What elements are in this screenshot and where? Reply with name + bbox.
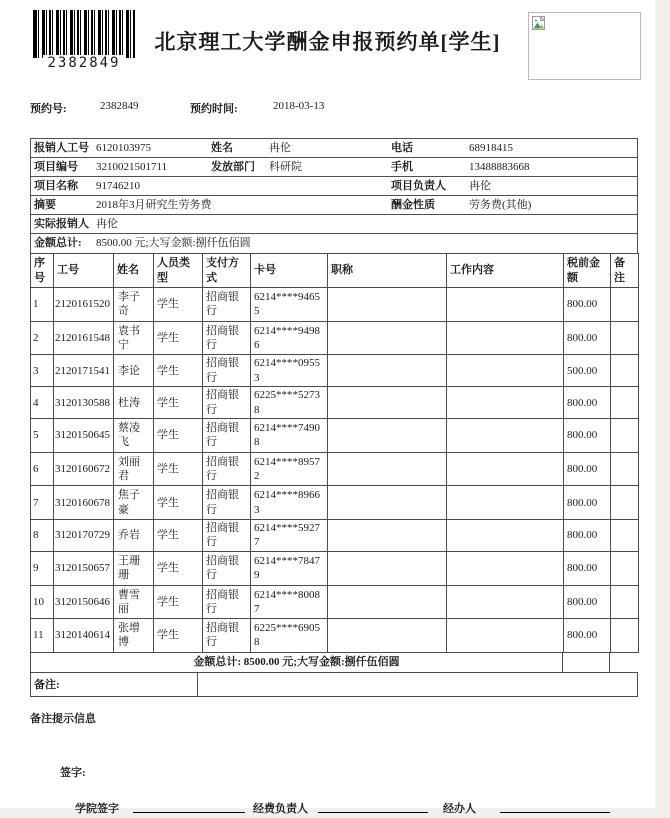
document-header — [0, 0, 655, 92]
info-row-payee — [31, 139, 637, 158]
table-row — [31, 288, 639, 322]
table-row — [31, 387, 639, 419]
cell-title — [328, 486, 447, 520]
cell-id: 3120150646 — [54, 585, 114, 619]
field-label: 金额总计: — [34, 237, 82, 249]
field-value: 2018年3月研究生劳务费 — [96, 199, 212, 211]
field-label: 姓名 — [211, 142, 233, 154]
table-row — [31, 585, 639, 619]
cell-remark — [611, 321, 639, 355]
field-label: 实际报销人 — [34, 218, 89, 230]
table-header-row — [31, 254, 639, 288]
cell-seq: 3 — [31, 355, 54, 387]
signature-line-handler — [500, 800, 610, 813]
cell-title — [328, 452, 447, 486]
table-row — [31, 519, 639, 551]
field-value: 6120103975 — [96, 142, 151, 154]
cell-paymode: 招商银行 — [203, 288, 251, 322]
cell-type: 学生 — [154, 355, 203, 387]
cell-name: 王珊珊 — [114, 551, 154, 585]
cell-work — [447, 288, 564, 322]
right-gutter — [655, 0, 670, 808]
column-header-paymode: 支付方式 — [203, 254, 251, 288]
column-header-remark: 备注 — [611, 254, 639, 288]
cell-seq: 4 — [31, 387, 54, 419]
field-label: 发放部门 — [211, 161, 255, 173]
cell-seq: 9 — [31, 551, 54, 585]
info-row-project-no — [31, 158, 637, 177]
cell-name: 袁书宁 — [114, 321, 154, 355]
column-header-seq: 序号 — [31, 254, 54, 288]
cell-paymode: 招商银行 — [203, 452, 251, 486]
cell-id: 2120161520 — [54, 288, 114, 322]
column-header-card: 卡号 — [251, 254, 328, 288]
column-header-name: 姓名 — [114, 254, 154, 288]
cell-paymode: 招商银行 — [203, 585, 251, 619]
cell-remark — [611, 486, 639, 520]
column-header-type: 人员类型 — [154, 254, 203, 288]
field-label: 项目负责人 — [391, 180, 446, 192]
cell-amount: 800.00 — [564, 387, 611, 419]
table-totals-row — [30, 652, 655, 673]
cell-paymode: 招商银行 — [203, 519, 251, 551]
cell-title — [328, 387, 447, 419]
cell-title — [328, 551, 447, 585]
cell-seq: 1 — [31, 288, 54, 322]
signature-line-funds-owner — [318, 800, 428, 813]
reservation-line — [0, 100, 655, 116]
cell-remark — [611, 551, 639, 585]
cell-type: 学生 — [154, 486, 203, 520]
remark-label: 备注: — [31, 673, 198, 696]
cell-card: 6214****94986 — [251, 321, 328, 355]
cell-card: 6225****52738 — [251, 387, 328, 419]
cell-card: 6214****94655 — [251, 288, 328, 322]
cell-card: 6214****80087 — [251, 585, 328, 619]
cell-amount: 800.00 — [564, 519, 611, 551]
cell-type: 学生 — [154, 585, 203, 619]
cell-work — [447, 355, 564, 387]
cell-title — [328, 288, 447, 322]
signer-funds-owner-label: 经费负责人 — [253, 802, 308, 815]
signer-handler-label: 经办人 — [443, 802, 476, 815]
cell-id: 3120150645 — [54, 419, 114, 453]
field-value: 8500.00 元;大写金额:捌仟伍佰圆 — [96, 237, 251, 249]
cell-id: 3120170729 — [54, 519, 114, 551]
cell-card: 6214****89572 — [251, 452, 328, 486]
cell-paymode: 招商银行 — [203, 619, 251, 653]
cell-remark — [611, 519, 639, 551]
reservation-time-label: 预约时间: — [190, 103, 238, 115]
cell-name: 刘丽君 — [114, 452, 154, 486]
cell-id: 3120160678 — [54, 486, 114, 520]
cell-type: 学生 — [154, 519, 203, 551]
cell-work — [447, 486, 564, 520]
column-header-id: 工号 — [54, 254, 114, 288]
table-row — [31, 419, 639, 453]
cell-id: 2120161548 — [54, 321, 114, 355]
cell-seq: 8 — [31, 519, 54, 551]
cell-name: 李子奇 — [114, 288, 154, 322]
totals-empty-cell — [563, 652, 610, 673]
column-header-work: 工作内容 — [447, 254, 564, 288]
barcode-bars-icon — [33, 10, 135, 58]
cell-amount: 800.00 — [564, 452, 611, 486]
page-title: 北京理工大学酬金申报预约单[学生] — [154, 30, 501, 54]
barcode — [33, 10, 135, 71]
field-value: 91746210 — [96, 180, 140, 192]
cell-work — [447, 321, 564, 355]
cell-card: 6214****74908 — [251, 419, 328, 453]
remark-hint-text: 备注提示信息 — [30, 712, 96, 725]
field-value: 68918415 — [469, 142, 513, 154]
table-row — [31, 619, 639, 653]
field-label: 项目名称 — [34, 180, 78, 192]
cell-id: 3120160672 — [54, 452, 114, 486]
info-row-abstract — [31, 196, 637, 215]
broken-image-icon — [531, 15, 548, 32]
table-remark-row — [30, 672, 638, 697]
info-row-total-amount — [31, 234, 637, 253]
cell-id: 3120150657 — [54, 551, 114, 585]
cell-type: 学生 — [154, 387, 203, 419]
cell-amount: 800.00 — [564, 551, 611, 585]
cell-remark — [611, 288, 639, 322]
cell-paymode: 招商银行 — [203, 321, 251, 355]
cell-title — [328, 321, 447, 355]
cell-remark — [611, 355, 639, 387]
field-value: 13488883668 — [469, 161, 530, 173]
cell-seq: 11 — [31, 619, 54, 653]
cell-work — [447, 452, 564, 486]
cell-seq: 6 — [31, 452, 54, 486]
cell-type: 学生 — [154, 419, 203, 453]
field-label: 报销人工号 — [34, 142, 89, 154]
cell-amount: 800.00 — [564, 585, 611, 619]
table-row — [31, 551, 639, 585]
cell-name: 李论 — [114, 355, 154, 387]
field-value: 3210021501711 — [96, 161, 168, 173]
cell-seq: 10 — [31, 585, 54, 619]
cell-card: 6214****78479 — [251, 551, 328, 585]
cell-remark — [611, 387, 639, 419]
cell-amount: 800.00 — [564, 288, 611, 322]
field-value: 冉伦 — [469, 180, 491, 192]
cell-seq: 2 — [31, 321, 54, 355]
cell-work — [447, 387, 564, 419]
cell-work — [447, 519, 564, 551]
field-value: 冉伦 — [96, 218, 118, 230]
signature-row — [0, 800, 655, 818]
table-body — [31, 288, 639, 653]
cell-name: 张增博 — [114, 619, 154, 653]
cell-paymode: 招商银行 — [203, 486, 251, 520]
table-row — [31, 486, 639, 520]
table-row — [31, 321, 639, 355]
table-row — [31, 452, 639, 486]
reservation-time-value: 2018-03-13 — [273, 100, 325, 112]
field-label: 手机 — [391, 161, 413, 173]
cell-paymode: 招商银行 — [203, 419, 251, 453]
cell-type: 学生 — [154, 619, 203, 653]
signer-college-label: 学院签字 — [75, 802, 119, 815]
cell-name: 乔岩 — [114, 519, 154, 551]
cell-type: 学生 — [154, 321, 203, 355]
cell-work — [447, 585, 564, 619]
cell-seq: 7 — [31, 486, 54, 520]
cell-title — [328, 519, 447, 551]
cell-amount: 800.00 — [564, 321, 611, 355]
cell-title — [328, 585, 447, 619]
cell-type: 学生 — [154, 452, 203, 486]
cell-card: 6214****59277 — [251, 519, 328, 551]
info-row-actual-payee — [31, 215, 637, 234]
cell-work — [447, 551, 564, 585]
cell-amount: 800.00 — [564, 486, 611, 520]
cell-remark — [611, 585, 639, 619]
cell-work — [447, 619, 564, 653]
cell-card: 6225****69058 — [251, 619, 328, 653]
field-value: 冉伦 — [269, 142, 291, 154]
cell-name: 焦子豪 — [114, 486, 154, 520]
totals-text: 金额总计: 8500.00 元;大写金额:捌仟伍佰圆 — [30, 652, 563, 673]
field-label: 电话 — [391, 142, 413, 154]
cell-id: 3120130588 — [54, 387, 114, 419]
reservation-no-label: 预约号: — [30, 103, 67, 115]
cell-id: 2120171541 — [54, 355, 114, 387]
table-row — [31, 355, 639, 387]
reservation-no-value: 2382849 — [100, 100, 139, 112]
cell-work — [447, 419, 564, 453]
field-value: 科研院 — [269, 161, 302, 173]
field-value: 劳务费(其他) — [469, 199, 532, 211]
payment-detail-table — [30, 253, 639, 653]
signature-section-label: 签字: — [60, 766, 86, 779]
cell-remark — [611, 419, 639, 453]
cell-remark — [611, 452, 639, 486]
cell-amount: 800.00 — [564, 619, 611, 653]
remark-value — [198, 673, 637, 696]
cell-id: 3120140614 — [54, 619, 114, 653]
field-label: 摘要 — [34, 199, 56, 211]
cell-type: 学生 — [154, 288, 203, 322]
field-label: 酬金性质 — [391, 199, 435, 211]
cell-name: 曹雪丽 — [114, 585, 154, 619]
column-header-title: 职称 — [328, 254, 447, 288]
cell-title — [328, 355, 447, 387]
image-placeholder-box — [528, 12, 641, 80]
summary-info-table — [30, 138, 638, 254]
cell-paymode: 招商银行 — [203, 355, 251, 387]
cell-amount: 500.00 — [564, 355, 611, 387]
column-header-amount: 税前金额 — [564, 254, 611, 288]
cell-name: 蔡凌飞 — [114, 419, 154, 453]
field-label: 项目编号 — [34, 161, 78, 173]
cell-remark — [611, 619, 639, 653]
cell-title — [328, 419, 447, 453]
cell-amount: 800.00 — [564, 419, 611, 453]
cell-type: 学生 — [154, 551, 203, 585]
cell-card: 6214****09553 — [251, 355, 328, 387]
signature-line-college — [133, 800, 245, 813]
cell-paymode: 招商银行 — [203, 387, 251, 419]
info-row-project-name — [31, 177, 637, 196]
barcode-number: 2382849 — [43, 55, 124, 71]
cell-seq: 5 — [31, 419, 54, 453]
cell-title — [328, 619, 447, 653]
cell-paymode: 招商银行 — [203, 551, 251, 585]
cell-name: 杜涛 — [114, 387, 154, 419]
cell-card: 6214****89663 — [251, 486, 328, 520]
